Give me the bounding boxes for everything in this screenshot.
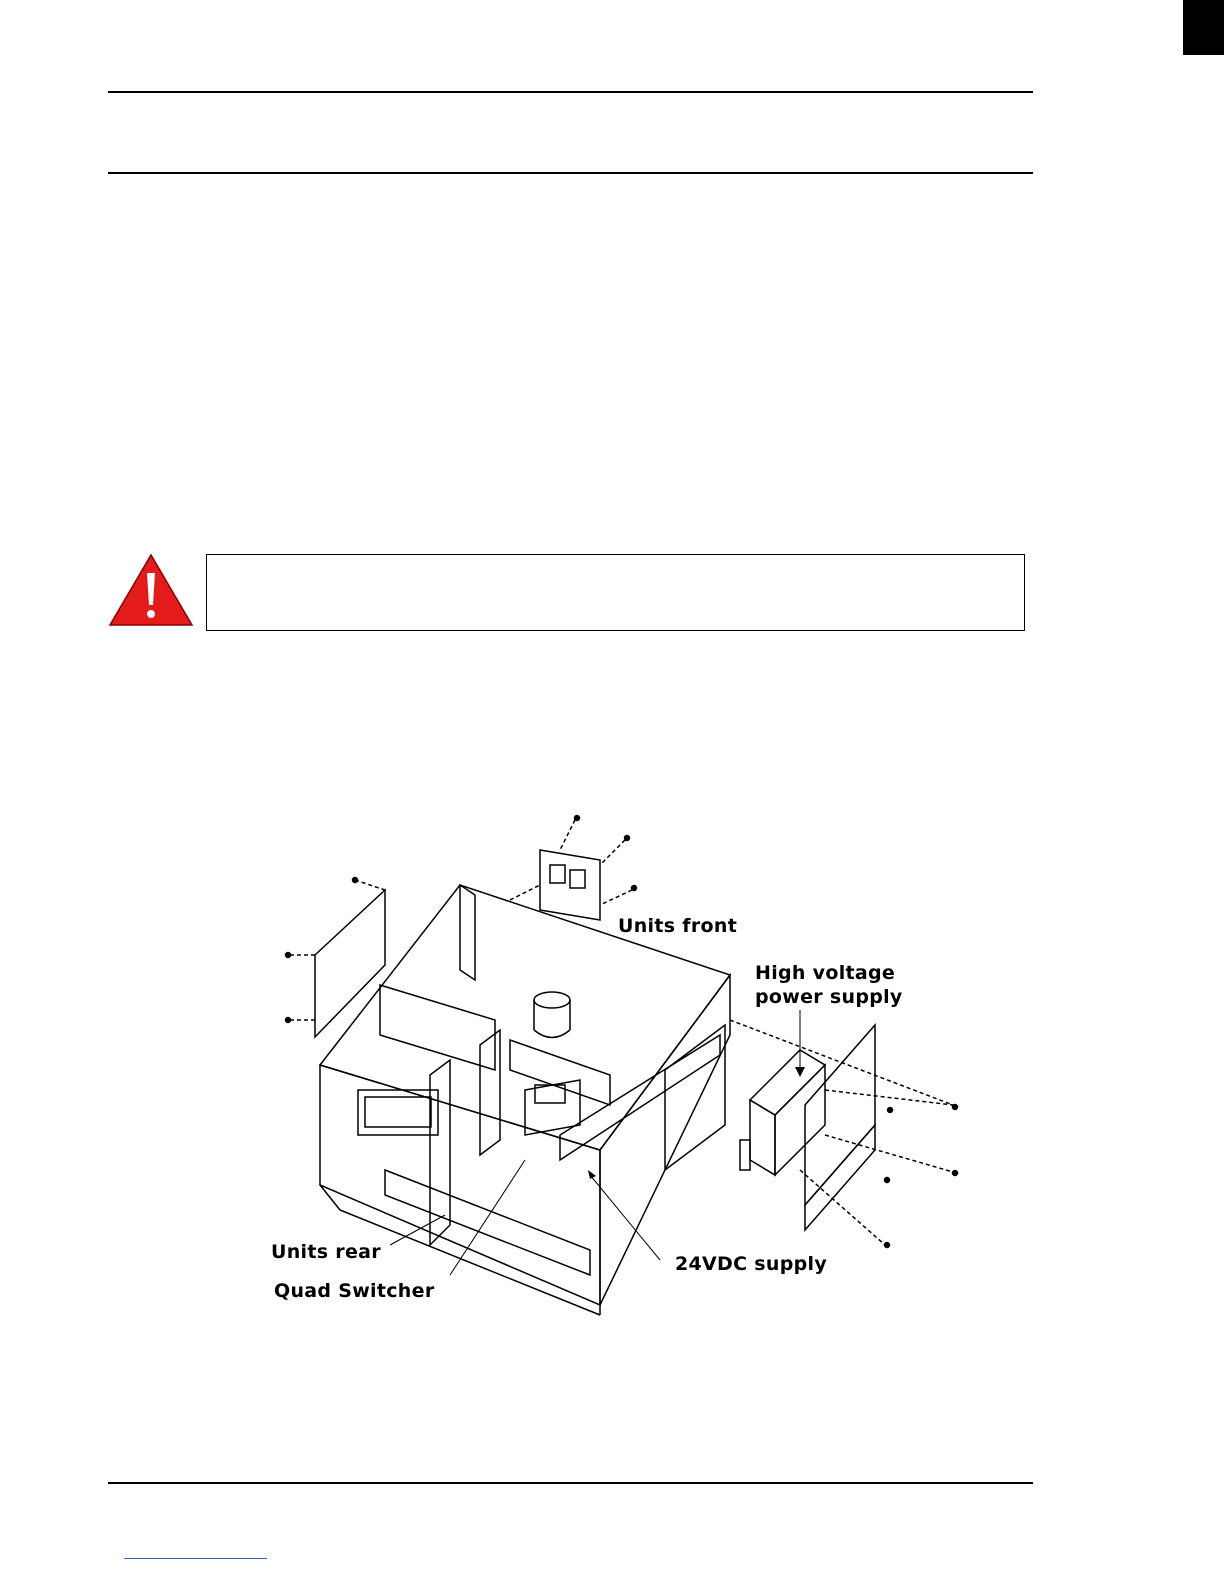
power-supply-exploded-diagram [270, 805, 990, 1345]
warning-box [206, 554, 1025, 631]
footer-link[interactable] [124, 1558, 267, 1559]
header-rule-top [108, 91, 1033, 93]
label-24vdc-supply: 24VDC supply [675, 1253, 828, 1275]
warning-triangle-icon [108, 553, 194, 627]
label-units-rear: Units rear [271, 1241, 381, 1263]
label-quad-switcher: Quad Switcher [274, 1280, 435, 1302]
header-rule-bottom [108, 172, 1033, 174]
label-units-front: Units front [618, 915, 738, 937]
footer-rule [108, 1482, 1033, 1484]
chapter-tab [1183, 0, 1224, 55]
label-high-voltage-power-supply: High voltage power supply [755, 962, 903, 1008]
